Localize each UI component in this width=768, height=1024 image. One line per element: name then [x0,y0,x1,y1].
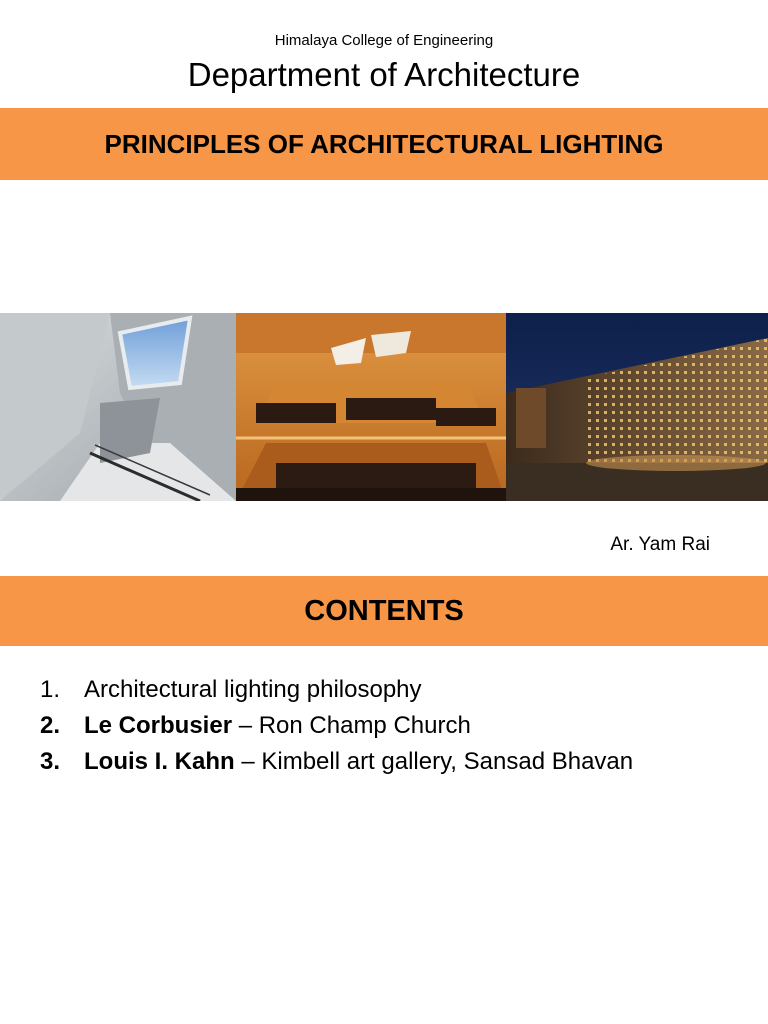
list-item-text: Architectural lighting philosophy [84,676,422,703]
contents-heading: CONTENTS [304,594,464,627]
list-item [40,672,633,708]
list-item-architect: Louis I. Kahn [84,748,235,775]
title-band [0,108,768,180]
college-name: Himalaya College of Engineering [274,32,494,49]
list-item-number: 3. [40,748,61,775]
contents-list [40,672,633,780]
list-item-text: – Ron Champ Church [232,712,471,739]
list-item-number: 2. [40,712,61,739]
presentation-title: PRINCIPLES OF ARCHITECTURAL LIGHTING [104,128,664,159]
author-name: Ar. Yam Rai [610,534,710,555]
department-title: Department of Architecture [187,56,581,93]
interior-skylight-photo [0,313,236,501]
list-item-text: – Kimbell art gallery, Sansad Bhavan [234,748,634,775]
photo-strip [0,313,768,501]
lit-facade-night-photo [506,313,768,501]
concert-hall-photo [236,313,506,501]
list-item [40,708,633,744]
list-item [40,744,633,780]
list-item-architect: Le Corbusier [84,712,233,739]
contents-band [0,576,768,646]
list-item-number: 1. [40,676,61,703]
